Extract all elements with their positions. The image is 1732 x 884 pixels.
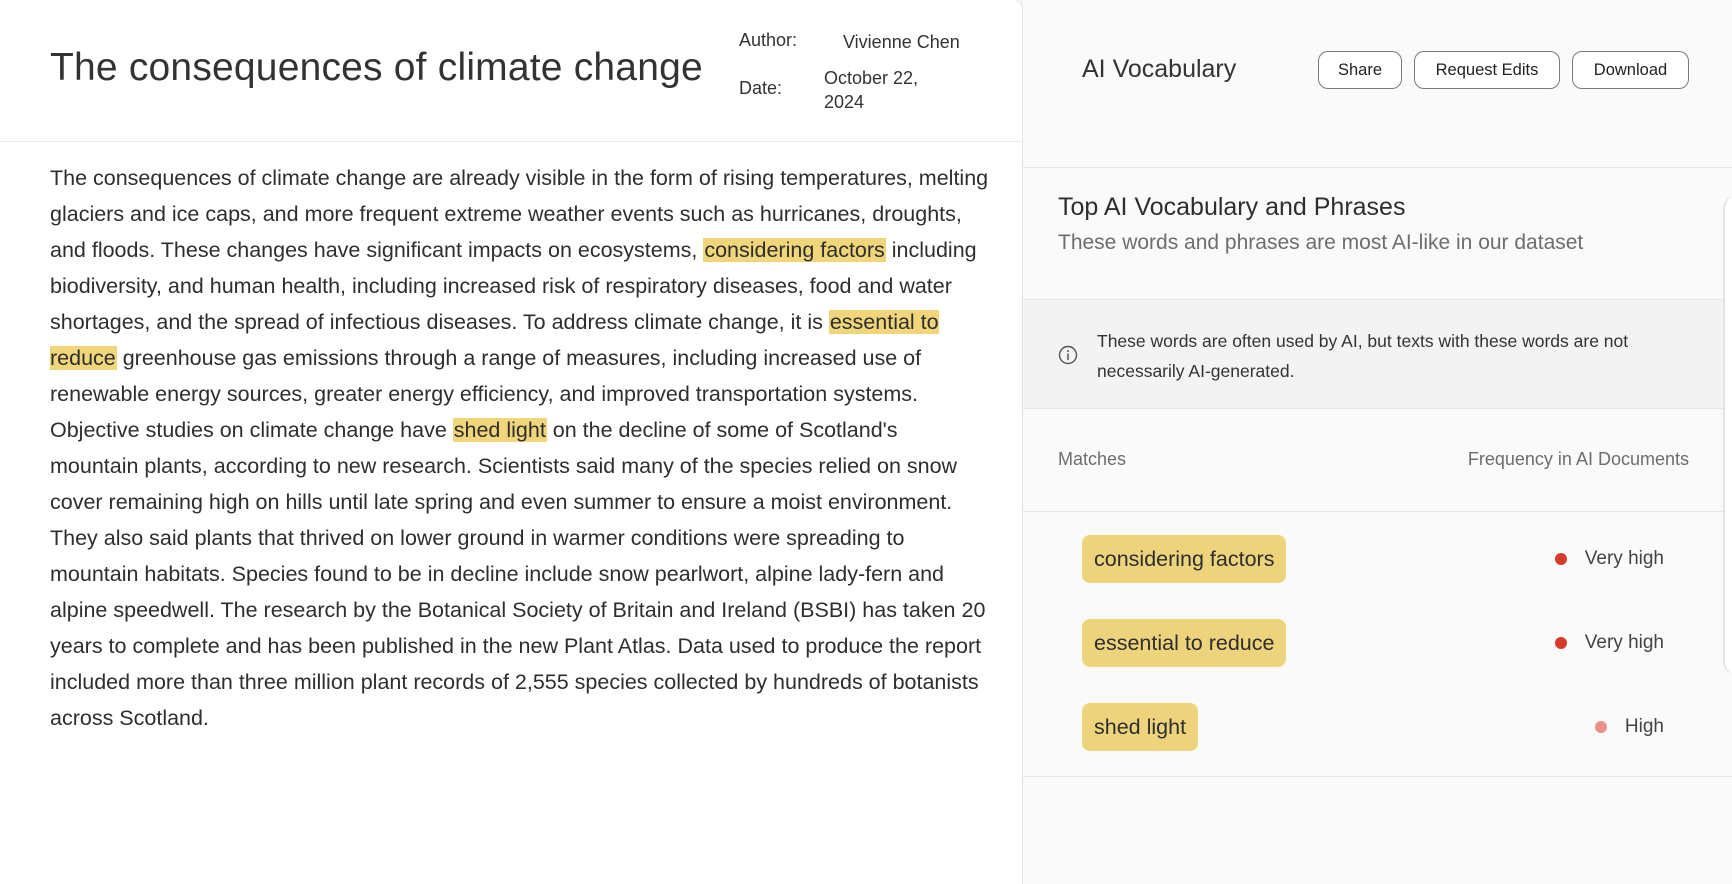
- frequency-indicator: [1555, 548, 1664, 570]
- share-button[interactable]: Share: [1318, 51, 1402, 89]
- table-row[interactable]: [1023, 535, 1732, 619]
- table-divider: [1023, 776, 1732, 777]
- phrase-chip[interactable]: essential to reduce: [1082, 619, 1286, 667]
- request-edits-button[interactable]: Request Edits: [1414, 51, 1560, 89]
- body-text: including biodiversity, and human health, including increased risk of respiratory diseases, food and water shortages, and the spread of infectious diseases. To address climate change, it is: [50, 238, 977, 334]
- table-row[interactable]: [1023, 703, 1732, 787]
- column-header-matches: Matches: [1058, 449, 1127, 469]
- date-line-1: October 22,: [824, 68, 919, 88]
- body-text: The consequences of climate change are already visible in the form of rising temperatures, melting glaciers and ice caps, and more frequent extreme weather events such as hurricanes, droughts, and floods. These changes have significant impacts on ecosystems,: [50, 166, 989, 262]
- info-text: These words are often used by AI, but texts with these words are not necessarily AI-generated.: [1097, 331, 1629, 381]
- author-name: Vivienne Chen: [843, 32, 960, 52]
- highlighted-phrase[interactable]: shed light: [453, 418, 546, 442]
- frequency-label: Very high: [1584, 548, 1664, 569]
- highlighted-phrase[interactable]: essential to reduce: [50, 310, 939, 370]
- frequency-dot-icon: [1595, 721, 1607, 733]
- author-label: Author:: [739, 30, 798, 50]
- frequency-label: High: [1624, 716, 1664, 737]
- side-drawer-edge[interactable]: [1723, 195, 1732, 675]
- document-header: [0, 0, 1022, 142]
- date-label: Date:: [739, 78, 783, 98]
- vocab-header: [1023, 0, 1732, 168]
- table-row[interactable]: [1023, 619, 1732, 703]
- info-notice: [1023, 299, 1732, 409]
- document-body: [50, 160, 990, 736]
- ai-vocabulary-panel: [1023, 0, 1732, 884]
- body-text: on the decline of some of Scotland's mountain plants, according to new research. Scientists said many of the species relied on snow cover remaining high on hills until late spring and even summer to ensure a moist environment. They also said plants that thrived on lower ground in warmer conditions were spreading to mountain habitats. Species found to be in decline include snow pearlwort, alpine lady-fern and alpine speedwell. The research by the Botanical Society of Britain and Ireland (BSBI) has taken 20 years to complete and has been published in the new Plant Atlas. Data used to produce the report included more than three million plant records of 2,555 species collected by hundreds of botanists across Scotland.: [50, 418, 986, 730]
- phrase-chip[interactable]: considering factors: [1082, 535, 1286, 583]
- highlighted-phrase[interactable]: considering factors: [704, 238, 885, 262]
- download-button[interactable]: Download: [1572, 51, 1689, 89]
- frequency-indicator: [1595, 716, 1664, 738]
- phrase-chip[interactable]: shed light: [1082, 703, 1198, 751]
- frequency-label: Very high: [1584, 632, 1664, 653]
- body-text: greenhouse gas emissions through a range of measures, including increased use of renewable energy sources, greater energy efficiency, and improved transportation systems. Objective studies on climate change have: [50, 346, 922, 442]
- frequency-dot-icon: [1555, 553, 1567, 565]
- frequency-indicator: [1555, 632, 1664, 654]
- column-header-frequency: Frequency in AI Documents: [1467, 449, 1689, 469]
- document-title: The consequences of climate change: [50, 46, 703, 89]
- frequency-dot-icon: [1555, 637, 1567, 649]
- section-title: Top AI Vocabulary and Phrases: [1058, 193, 1406, 221]
- date-line-2: 2024: [824, 92, 865, 112]
- date-value: [824, 66, 918, 114]
- vocab-heading: AI Vocabulary: [1082, 55, 1237, 83]
- info-circle-icon: [1058, 345, 1078, 365]
- section-subtitle: These words and phrases are most AI-like in our dataset: [1058, 231, 1584, 254]
- table-header: [1023, 409, 1732, 512]
